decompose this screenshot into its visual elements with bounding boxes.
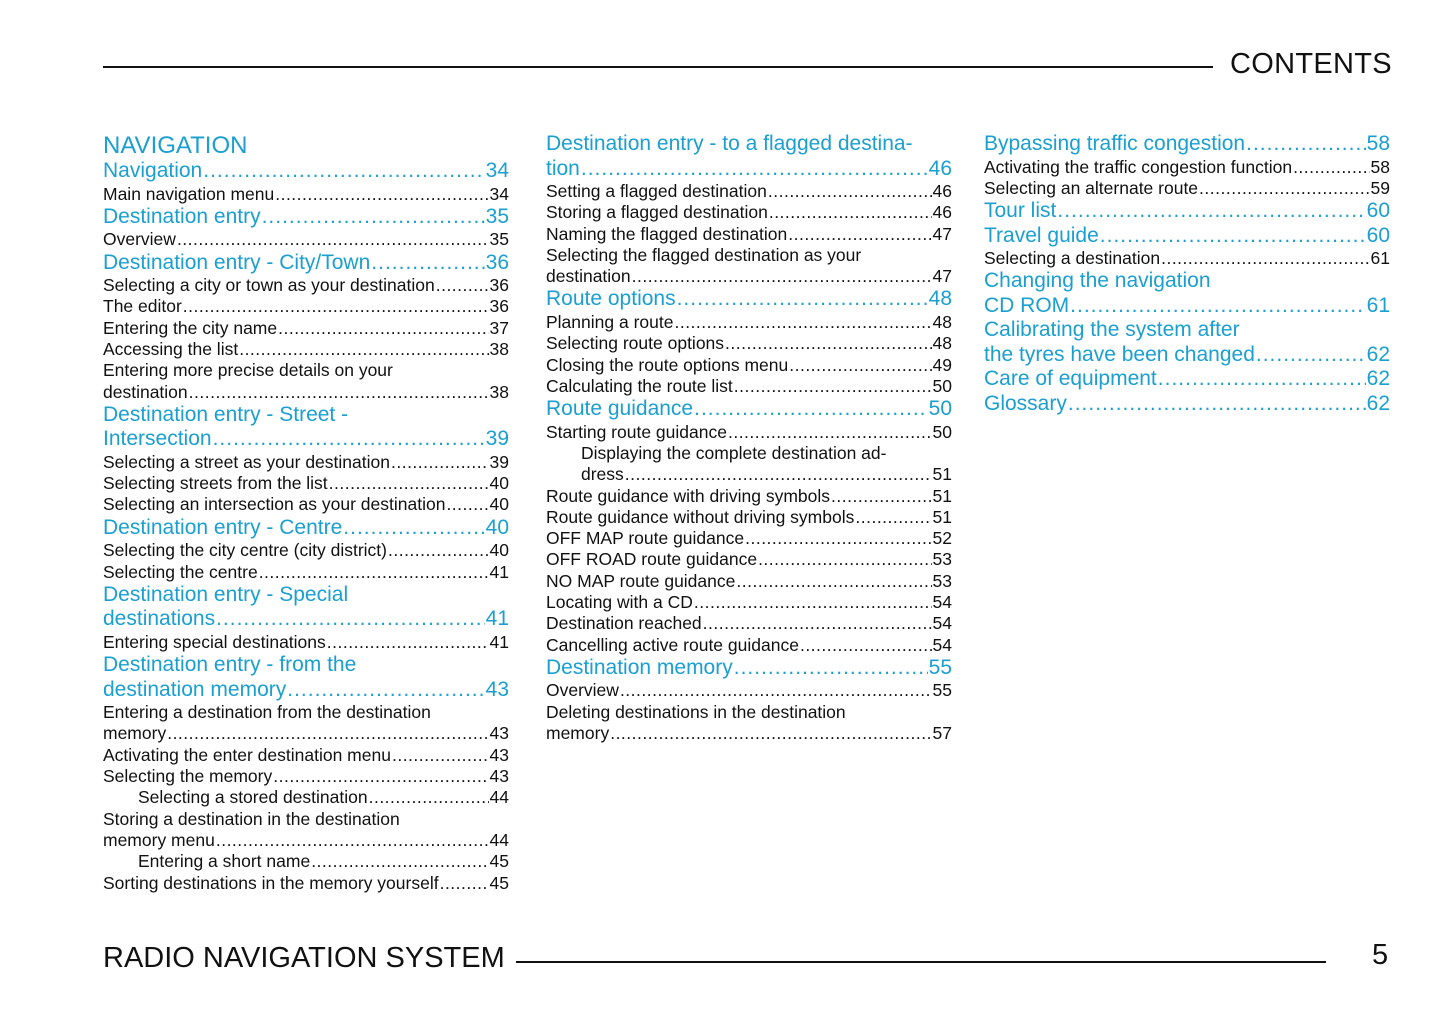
toc-entry-page: 34 xyxy=(489,183,509,204)
toc-entry-label: Accessing the list xyxy=(103,338,239,359)
toc-entry-label-line1: Destination entry - Street - xyxy=(103,402,349,426)
toc-column-3 xyxy=(984,132,1390,416)
toc-entry-page: 38 xyxy=(489,381,509,402)
dot-leader xyxy=(189,382,489,403)
toc-entry-label: memory xyxy=(546,723,610,744)
toc-heading-entry[interactable] xyxy=(103,251,509,276)
toc-entry-page: 60 xyxy=(1366,223,1390,247)
page-number: 5 xyxy=(1372,939,1389,971)
toc-entry-page: 51 xyxy=(932,485,952,506)
dot-leader xyxy=(768,181,932,202)
toc-entry-label: Planning a route xyxy=(546,311,674,332)
dot-leader xyxy=(1293,157,1369,178)
page-title: CONTENTS xyxy=(1230,48,1392,80)
toc-subentry[interactable] xyxy=(103,339,509,360)
toc-entry-label: Overview xyxy=(546,680,619,701)
toc-entry-page: 54 xyxy=(932,613,952,634)
toc-entry-page: 60 xyxy=(1366,199,1390,223)
toc-entry-page: 41 xyxy=(485,607,509,631)
toc-entry-label: Activating the enter destination menu xyxy=(103,744,391,765)
toc-entry-label-line1: Destination entry - to a flagged destina- xyxy=(546,132,913,155)
dot-leader xyxy=(446,494,488,515)
dot-leader xyxy=(674,312,931,333)
toc-heading-entry[interactable] xyxy=(103,653,509,702)
dot-leader xyxy=(213,427,485,452)
toc-subentry[interactable] xyxy=(546,181,952,202)
toc-heading-entry[interactable] xyxy=(103,205,509,230)
toc-entry-label: Entering a short name xyxy=(138,851,311,872)
toc-subentry[interactable] xyxy=(546,245,952,288)
dot-leader xyxy=(311,851,488,872)
toc-subentry[interactable] xyxy=(546,549,952,570)
toc-subentry[interactable] xyxy=(546,592,952,613)
dot-leader xyxy=(632,266,932,287)
toc-heading-entry[interactable] xyxy=(103,159,509,184)
dot-leader xyxy=(239,339,488,360)
toc-subentry[interactable] xyxy=(546,571,952,592)
dot-leader xyxy=(278,318,488,339)
toc-entry-label: CD ROM xyxy=(984,293,1070,317)
dot-leader xyxy=(440,873,489,894)
toc-entry-label-line1: Destination entry - Special xyxy=(103,582,349,606)
dot-leader xyxy=(625,464,932,485)
toc-entry-label: OFF ROAD route guidance xyxy=(546,549,758,570)
toc-entry-page: 48 xyxy=(928,287,952,311)
toc-entry-label: Selecting route options xyxy=(546,333,725,354)
toc-entry-page: 59 xyxy=(1370,177,1390,198)
toc-entry-page: 62 xyxy=(1366,342,1390,366)
toc-entry-page: 62 xyxy=(1366,367,1390,391)
toc-entry-label: Locating with a CD xyxy=(546,592,693,613)
toc-entry-label: Setting a flagged destination xyxy=(546,181,767,201)
dot-leader xyxy=(620,680,932,701)
toc-entry-page: 44 xyxy=(489,829,509,850)
footer-rule xyxy=(516,961,1326,963)
toc-subentry[interactable] xyxy=(103,229,509,250)
toc-entry-label: Selecting a destination xyxy=(984,248,1161,269)
header-rule xyxy=(103,66,1213,68)
toc-entry-page: 50 xyxy=(928,397,952,421)
toc-entry-label: Naming the flagged destination xyxy=(546,223,788,244)
dot-leader xyxy=(287,678,484,703)
toc-entry-page: 37 xyxy=(489,317,509,338)
toc-entry-label: Selecting a city or town as your destination xyxy=(103,275,435,296)
toc-heading-entry[interactable] xyxy=(546,287,952,312)
dot-leader xyxy=(388,540,489,561)
toc-subentry[interactable] xyxy=(546,528,952,549)
toc-entry-page: 43 xyxy=(489,744,509,765)
toc-entry-label-line1: Deleting destinations in the destination xyxy=(546,701,846,722)
toc-entry-label: Selecting an intersection as your destination xyxy=(103,494,446,515)
toc-entry-page: 45 xyxy=(489,872,509,893)
toc-subentry[interactable] xyxy=(546,507,952,528)
toc-entry-label: Tour list xyxy=(984,199,1057,223)
toc-entry-label: OFF MAP route guidance xyxy=(546,528,745,549)
toc-entry-label: Activating the traffic congestion function xyxy=(984,156,1293,177)
toc-heading-entry[interactable] xyxy=(546,656,952,681)
toc-entry-label: tion xyxy=(546,156,580,180)
toc-entry-page: 61 xyxy=(1370,248,1390,269)
toc-subentry[interactable] xyxy=(103,873,509,894)
toc-entry-page: 55 xyxy=(932,680,952,701)
dot-leader xyxy=(327,632,489,653)
section-title: NAVIGATION xyxy=(103,132,248,159)
dot-leader xyxy=(392,745,489,766)
toc-subentry[interactable] xyxy=(103,787,509,808)
toc-subentry[interactable] xyxy=(546,443,952,486)
toc-heading-entry[interactable] xyxy=(984,392,1390,417)
dot-leader xyxy=(1070,294,1365,319)
toc-entry-page: 50 xyxy=(932,421,952,442)
toc-subentry[interactable] xyxy=(103,452,509,473)
toc-entry-page: 38 xyxy=(489,338,509,359)
dot-leader xyxy=(275,184,488,205)
toc-entry-page: 46 xyxy=(932,202,952,223)
toc-subentry[interactable] xyxy=(103,494,509,515)
dot-leader xyxy=(343,516,484,541)
dot-leader xyxy=(1057,199,1365,224)
toc-entry-page: 58 xyxy=(1370,156,1390,177)
toc-heading-entry[interactable] xyxy=(984,132,1390,157)
dot-leader xyxy=(728,422,932,443)
dot-leader xyxy=(177,229,489,250)
toc-entry-label: Route guidance xyxy=(546,397,694,421)
dot-leader xyxy=(610,723,931,744)
dot-leader xyxy=(734,376,932,397)
dot-leader xyxy=(1199,178,1369,199)
toc-entry-label-line1: Changing the navigation xyxy=(984,269,1211,293)
toc-subentry[interactable] xyxy=(103,809,509,852)
dot-leader xyxy=(769,202,932,223)
toc-entry-page: 54 xyxy=(932,592,952,613)
toc-entry-label: dress xyxy=(581,464,624,485)
dot-leader xyxy=(736,571,931,592)
toc-heading-entry[interactable] xyxy=(103,583,509,632)
toc-entry-page: 35 xyxy=(485,204,509,228)
toc-entry-label: NO MAP route guidance xyxy=(546,570,736,591)
toc-entry-page: 40 xyxy=(485,515,509,539)
toc-entry-label: Care of equipment xyxy=(984,367,1157,391)
dot-leader xyxy=(1161,248,1369,269)
toc-subentry[interactable] xyxy=(546,613,952,634)
toc-entry-label: destination xyxy=(546,266,631,287)
toc-heading-entry[interactable] xyxy=(984,318,1390,367)
dot-leader xyxy=(788,224,931,245)
toc-subentry[interactable] xyxy=(984,178,1390,199)
toc-entry-page: 51 xyxy=(932,506,952,527)
dot-leader xyxy=(259,562,489,583)
dot-leader xyxy=(789,355,931,376)
toc-subentry[interactable] xyxy=(546,635,952,656)
toc-entry-label: Selecting an alternate route xyxy=(984,177,1199,198)
dot-leader xyxy=(1100,224,1366,249)
dot-leader xyxy=(203,159,484,184)
toc-subentry[interactable] xyxy=(546,376,952,397)
toc-heading-entry[interactable] xyxy=(984,269,1390,318)
toc-heading-entry[interactable] xyxy=(546,132,952,181)
toc-entry-label-line1: Storing a destination in the destination xyxy=(103,808,400,829)
toc-subentry[interactable] xyxy=(546,224,952,245)
toc-entry-label: Selecting a stored destination xyxy=(138,787,368,808)
dot-leader xyxy=(1158,367,1366,392)
toc-entry-page: 35 xyxy=(489,229,509,250)
toc-subentry[interactable] xyxy=(984,157,1390,178)
toc-entry-label: destination xyxy=(103,381,188,402)
toc-subentry[interactable] xyxy=(984,248,1390,269)
toc-entry-page: 61 xyxy=(1366,293,1390,317)
dot-leader xyxy=(677,287,928,312)
toc-entry-label: Destination entry - City/Town xyxy=(103,250,371,274)
toc-entry-label-line1: Displaying the complete destination ad- xyxy=(581,442,887,463)
toc-entry-page: 40 xyxy=(489,494,509,515)
toc-entry-page: 62 xyxy=(1366,391,1390,415)
toc-entry-label-line1: Calibrating the system after xyxy=(984,318,1240,342)
toc-entry-label-line1: Entering more precise details on your xyxy=(103,360,393,381)
toc-entry-page: 36 xyxy=(489,275,509,296)
toc-entry-page: 51 xyxy=(932,464,952,485)
dot-leader xyxy=(1068,392,1366,417)
dot-leader xyxy=(262,205,485,230)
toc-subentry[interactable] xyxy=(546,422,952,443)
toc-subentry[interactable] xyxy=(103,184,509,205)
dot-leader xyxy=(694,592,932,613)
toc-heading-entry[interactable] xyxy=(984,224,1390,249)
toc-entry-page: 57 xyxy=(932,723,952,744)
toc-entry-label: Cancelling active route guidance xyxy=(546,634,799,655)
toc-column-1 xyxy=(103,132,509,894)
toc-entry-page: 49 xyxy=(932,354,952,375)
toc-subentry[interactable] xyxy=(546,355,952,376)
dot-leader xyxy=(855,507,931,528)
dot-leader xyxy=(734,656,928,681)
toc-entry-page: 41 xyxy=(489,631,509,652)
footer-title: RADIO NAVIGATION SYSTEM xyxy=(103,942,505,974)
dot-leader xyxy=(371,251,484,276)
toc-entry-page: 44 xyxy=(489,787,509,808)
toc-entry-page: 36 xyxy=(485,250,509,274)
toc-subentry[interactable] xyxy=(103,702,509,745)
dot-leader xyxy=(329,473,489,494)
toc-subentry[interactable] xyxy=(546,680,952,701)
toc-entry-page: 53 xyxy=(932,549,952,570)
toc-entry-label: Selecting the centre xyxy=(103,561,258,582)
dot-leader xyxy=(436,275,489,296)
toc-subentry[interactable] xyxy=(103,275,509,296)
toc-entry-page: 46 xyxy=(932,181,952,201)
toc-entry-label-line1: Entering a destination from the destination xyxy=(103,702,431,723)
dot-leader xyxy=(369,787,489,808)
dot-leader xyxy=(581,157,928,182)
dot-leader xyxy=(1256,343,1366,368)
toc-entry-label: Sorting destinations in the memory yourself xyxy=(103,872,439,893)
toc-entry-label-line1: Selecting the flagged destination as your xyxy=(546,244,862,265)
dot-leader xyxy=(216,830,489,851)
toc-entry-label: The editor xyxy=(103,296,182,317)
toc-entry-label: Intersection xyxy=(103,427,212,451)
toc-subentry[interactable] xyxy=(103,632,509,653)
toc-entry-page: 39 xyxy=(489,451,509,472)
toc-entry-page: 53 xyxy=(932,570,952,591)
toc-entry-label: Selecting the city centre (city district) xyxy=(103,540,387,561)
toc-entry-label: Selecting streets from the list xyxy=(103,473,328,494)
dot-leader xyxy=(273,766,488,787)
toc-entry-page: 41 xyxy=(489,561,509,582)
dot-leader xyxy=(831,486,931,507)
toc-entry-label: memory menu xyxy=(103,829,215,850)
toc-subentry[interactable] xyxy=(103,766,509,787)
toc-entry-page: 36 xyxy=(489,296,509,317)
toc-entry-label: Main navigation menu xyxy=(103,183,275,204)
toc-subentry[interactable] xyxy=(103,296,509,317)
dot-leader xyxy=(167,723,488,744)
toc-entry-page: 39 xyxy=(485,427,509,451)
toc-entry-label: Selecting the memory xyxy=(103,766,273,787)
toc-entry-page: 43 xyxy=(489,723,509,744)
toc-entry-page: 48 xyxy=(932,333,952,354)
toc-entry-page: 40 xyxy=(489,473,509,494)
dot-leader xyxy=(745,528,931,549)
toc-entry-page: 43 xyxy=(489,766,509,787)
toc-entry-label: the tyres have been changed xyxy=(984,342,1255,366)
toc-column-2 xyxy=(546,132,952,744)
toc-entry-page: 52 xyxy=(932,528,952,549)
toc-entry-page: 43 xyxy=(485,677,509,701)
toc-entry-page: 58 xyxy=(1366,132,1390,155)
toc-entry-page: 48 xyxy=(932,311,952,332)
toc-entry-label: Selecting a street as your destination xyxy=(103,451,390,472)
toc-entry-label: Overview xyxy=(103,229,176,250)
toc-heading-entry[interactable] xyxy=(984,199,1390,224)
toc-entry-label: Calculating the route list xyxy=(546,375,733,396)
toc-entry-label: Starting route guidance xyxy=(546,421,727,442)
toc-entry-label: Entering the city name xyxy=(103,317,278,338)
toc-heading-entry[interactable] xyxy=(546,397,952,422)
dot-leader xyxy=(800,635,932,656)
toc-subentry[interactable] xyxy=(546,702,952,745)
toc-entry-label: Glossary xyxy=(984,391,1067,415)
dot-leader xyxy=(216,607,485,632)
toc-subentry[interactable] xyxy=(546,312,952,333)
toc-entry-label: Closing the route options menu xyxy=(546,354,789,375)
dot-leader xyxy=(725,333,931,354)
toc-entry-page: 47 xyxy=(932,223,952,244)
toc-subentry[interactable] xyxy=(546,333,952,354)
toc-entry-label: Destination entry xyxy=(103,204,261,228)
toc-entry-label: Destination reached xyxy=(546,613,702,634)
toc-entry-label: Storing a flagged destination xyxy=(546,202,768,223)
toc-subentry[interactable] xyxy=(546,202,952,223)
toc-entry-label: Route guidance without driving symbols xyxy=(546,506,855,527)
toc-subentry[interactable] xyxy=(103,851,509,872)
toc-entry-label: destination memory xyxy=(103,677,287,701)
toc-entry-label: Destination memory xyxy=(546,655,733,679)
toc-entry-page: 45 xyxy=(489,851,509,872)
dot-leader xyxy=(391,452,489,473)
dot-leader xyxy=(1246,132,1366,157)
toc-entry-label: Entering special destinations xyxy=(103,631,326,652)
toc-entry-page: 54 xyxy=(932,634,952,655)
toc-subentry[interactable] xyxy=(103,318,509,339)
toc-entry-label: destinations xyxy=(103,607,216,631)
toc-entry-label-line1: Destination entry - from the xyxy=(103,653,357,677)
toc-subentry[interactable] xyxy=(103,745,509,766)
toc-entry-page: 50 xyxy=(932,375,952,396)
toc-entry-page: 46 xyxy=(928,156,952,180)
toc-entry-page: 34 xyxy=(485,159,509,182)
toc-heading-entry[interactable] xyxy=(103,516,509,541)
toc-entry-label: Navigation xyxy=(103,159,203,182)
toc-subentry[interactable] xyxy=(103,473,509,494)
toc-heading-entry[interactable] xyxy=(984,367,1390,392)
toc-entry-label: Travel guide xyxy=(984,223,1099,247)
toc-entry-page: 55 xyxy=(928,655,952,679)
toc-entry-label: memory xyxy=(103,723,167,744)
toc-heading-entry[interactable] xyxy=(103,403,509,452)
toc-subentry[interactable] xyxy=(103,540,509,561)
toc-entry-label: Route guidance with driving symbols xyxy=(546,485,831,506)
toc-entry-label: Route options xyxy=(546,287,676,311)
dot-leader xyxy=(694,397,928,422)
toc-subentry[interactable] xyxy=(103,360,509,403)
dot-leader xyxy=(703,613,932,634)
dot-leader xyxy=(758,549,931,570)
toc-entry-label: Bypassing traffic congestion xyxy=(984,132,1246,155)
toc-subentry[interactable] xyxy=(546,486,952,507)
toc-entry-page: 40 xyxy=(489,540,509,561)
toc-entry-page: 47 xyxy=(932,266,952,287)
toc-subentry[interactable] xyxy=(103,562,509,583)
toc-entry-label: Destination entry - Centre xyxy=(103,515,343,539)
dot-leader xyxy=(183,296,489,317)
